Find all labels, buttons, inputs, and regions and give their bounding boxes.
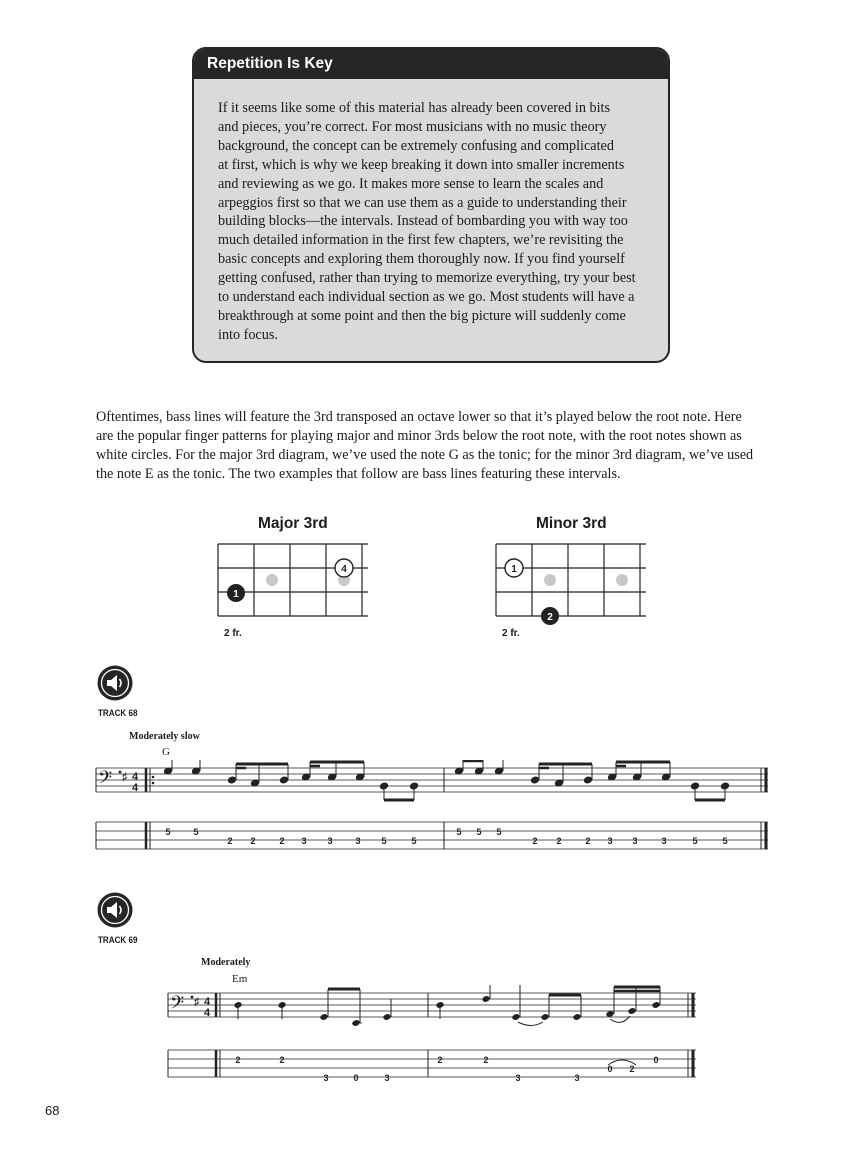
minor-3rd-fret-label: 2 fr. (502, 628, 520, 639)
tab-number: 0 (353, 1073, 359, 1083)
sidebar-line: into focus. (218, 326, 278, 343)
chord-symbol: Em (232, 973, 248, 985)
third-finger-number: 2 (547, 612, 553, 623)
sidebar-line: to understand each individual section as we go. Most students will have a (218, 289, 635, 306)
intro-line: Oftentimes, bass lines will feature the 3rd transposed an octave lower so that it’s played below the root note. Here (96, 409, 742, 425)
time-sig-bottom: 4 (204, 1007, 211, 1019)
intro-line: the note E as the tonic. The two examples that follow are bass lines featuring these intervals. (96, 466, 621, 482)
intro-line: white circles. For the major 3rd diagram, we’ve used the note G as the tonic; for the minor 3rd diagram, we’ve used (96, 447, 754, 463)
tab-number: 3 (301, 836, 307, 846)
intro-paragraph (96, 408, 786, 484)
speaker-icon[interactable] (97, 665, 133, 701)
third-finger-number: 1 (233, 589, 239, 600)
major-3rd-fret-label: 2 fr. (224, 628, 242, 639)
sidebar-title: Repetition Is Key (194, 49, 668, 79)
tab-number: 2 (279, 836, 285, 846)
fret-marker (616, 574, 628, 586)
tempo-marking: Moderately slow (129, 731, 200, 742)
time-sig-top: 4 (204, 996, 211, 1008)
tab-number: 5 (692, 836, 698, 846)
time-sig-top: 4 (132, 771, 139, 783)
tab-number: 3 (323, 1073, 329, 1083)
sidebar-text (218, 99, 658, 345)
major-3rd-fretboard (210, 538, 380, 628)
page-number: 68 (45, 1103, 60, 1118)
minor-3rd-title: Minor 3rd (536, 515, 607, 532)
tab-number: 3 (384, 1073, 390, 1083)
track-68-label: TRACK 68 (98, 708, 138, 719)
bass-clef-icon: 𝄢 (98, 767, 113, 792)
svg-text:♯: ♯ (194, 996, 200, 1008)
tab-number: 2 (437, 1055, 443, 1065)
tab-number: 3 (515, 1073, 521, 1083)
tempo-marking: Moderately (201, 957, 251, 968)
root-finger-number: 1 (511, 564, 517, 575)
tab-number: 5 (193, 827, 199, 837)
tab-number: 2 (532, 836, 538, 846)
tab-number: 5 (456, 827, 462, 837)
tab-number: 2 (585, 836, 591, 846)
sidebar-line: getting confused, rather than trying to memorize everything, try your best (218, 270, 636, 287)
sidebar-line: much detailed information in the first few chapters, we’re revisiting the (218, 232, 624, 249)
tab-number: 5 (381, 836, 387, 846)
sidebar-line: background, the concept can be extremely confusing and complicated (218, 137, 614, 154)
track-69-label: TRACK 69 (98, 935, 138, 946)
chord-symbol: G (162, 746, 170, 758)
time-sig-bottom: 4 (132, 782, 139, 794)
bass-clef-icon: 𝄢 (170, 992, 185, 1017)
sidebar-box (192, 47, 670, 363)
tab-number: 2 (235, 1055, 241, 1065)
sidebar-line: breakthrough at some point and then the big picture will suddenly come (218, 307, 626, 324)
speaker-icon[interactable] (97, 892, 133, 928)
tab-number: 2 (556, 836, 562, 846)
root-finger-number: 4 (341, 564, 347, 575)
sidebar-line: and reviewing as we go. It makes more sense to learn the scales and (218, 175, 604, 192)
sidebar-line: arpeggios first so that we can use them as a guide to understanding their (218, 194, 627, 211)
tab-number: 5 (411, 836, 417, 846)
svg-text:♯: ♯ (122, 771, 128, 783)
sidebar-line: building blocks—the intervals. Instead of bombarding you with way too (218, 213, 628, 230)
tab-number: 2 (279, 1055, 285, 1065)
tab-number: 3 (661, 836, 667, 846)
tab-number: 3 (607, 836, 613, 846)
tab-number: 5 (722, 836, 728, 846)
tab-number: 3 (574, 1073, 580, 1083)
track-69-notation (166, 985, 706, 1085)
tab-number: 3 (327, 836, 333, 846)
tab-number: 5 (496, 827, 502, 837)
fret-marker (544, 574, 556, 586)
tab-number: 5 (476, 827, 482, 837)
sidebar-line: and pieces, you’re correct. For most musicians with no music theory (218, 118, 607, 135)
major-3rd-title: Major 3rd (258, 515, 328, 532)
sidebar-line: basic concepts and exploring them thoroughly now. If you find yourself (218, 251, 625, 268)
tab-number: 3 (355, 836, 361, 846)
tab-number: 2 (629, 1064, 635, 1074)
sidebar-line: at first, which is why we keep breaking it down into smaller increments (218, 156, 625, 173)
tab-number: 0 (653, 1055, 659, 1065)
minor-3rd-fretboard (488, 538, 658, 628)
tab-number: 2 (483, 1055, 489, 1065)
intro-line: are the popular finger patterns for playing major and minor 3rds below the root note, with the root notes shown as (96, 428, 742, 444)
sidebar-line: If it seems like some of this material has already been covered in bits (218, 100, 610, 116)
tab-number: 2 (227, 836, 233, 846)
fret-marker (266, 574, 278, 586)
tab-number: 3 (632, 836, 638, 846)
track-68-notation (94, 760, 774, 860)
tab-number: 0 (607, 1064, 613, 1074)
tab-number: 2 (250, 836, 256, 846)
tab-number: 5 (165, 827, 171, 837)
